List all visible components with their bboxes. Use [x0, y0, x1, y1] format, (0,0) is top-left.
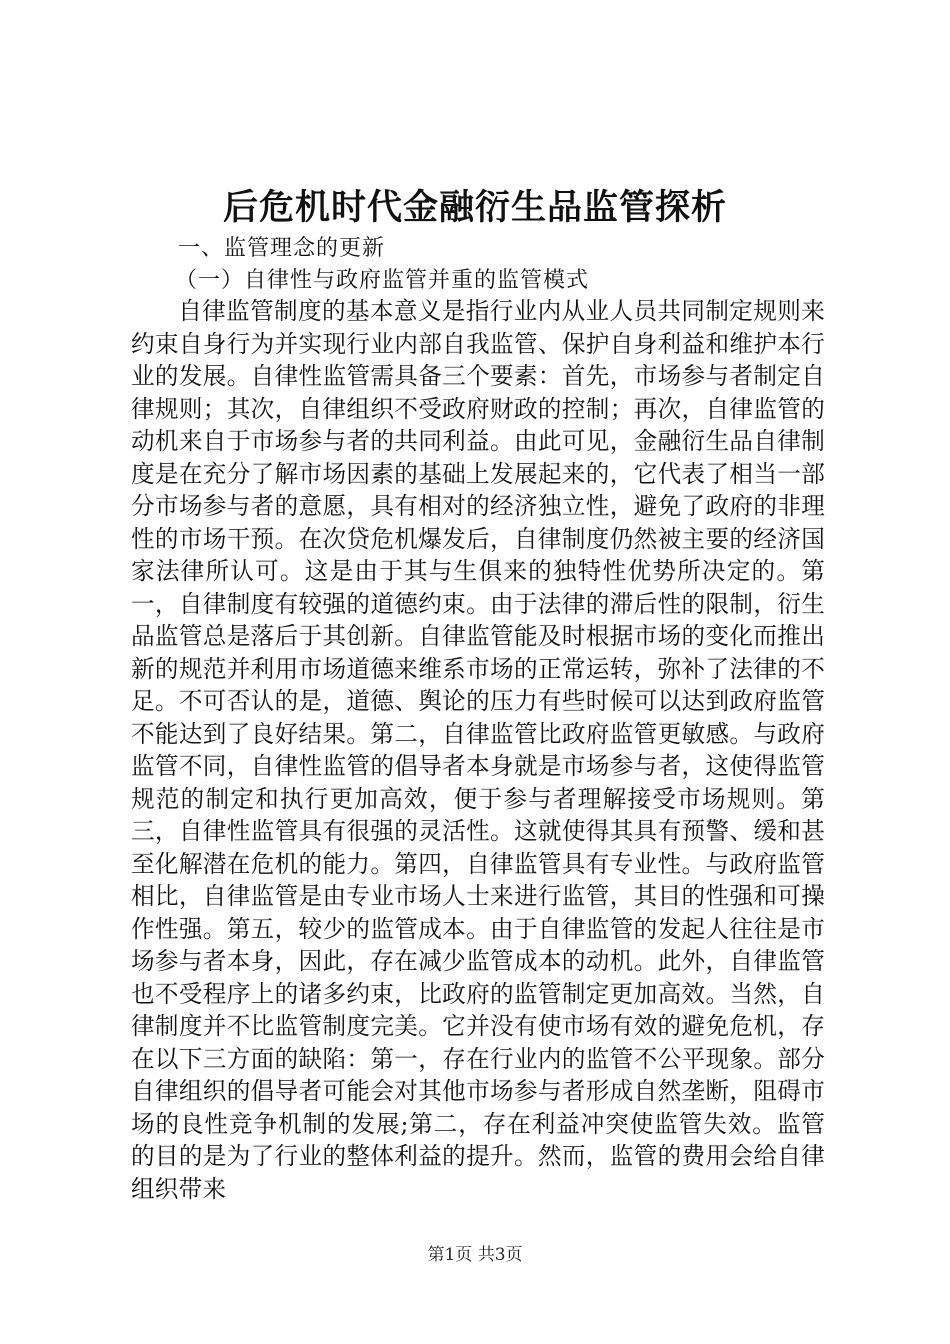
- section-heading: 一、监管理念的更新: [178, 236, 386, 261]
- body-paragraph: 自律监管制度的基本意义是指行业内从业人员共同制定规则来约束自身行为并实现行业内部自我监管、保护自身利益和维护本行业的发展。自律性监管需具备三个要素：首先，市场参与者制定自律规则；其次，自律组织不受政府财政的控制；再次，自律监管的动机来自于市场参与者的共同利益。由此可见，金融衍生品自律制度是在充分了解市场因素的基础上发展起来的，它代表了相当一部分市场参与者的意愿，具有相对的经济独立性，避免了政府的非理性的市场干预。在次贷危机爆发后，自律制度仍然被主要的经济国家法律所认可。这是由于其与生俱来的独特性优势所决定的。第一，自律制度有较强的道德约束。由于法律的滞后性的限制，衍生品监管总是落后于其创新。自律监管能及时根据市场的变化而推出新的规范并利用市场道德来维系市场的正常运转，弥补了法律的不足。不可否认的是，道德、舆论的压力有些时候可以达到政府监管不能达到了良好结果。第二，自律监管比政府监管更敏感。与政府监管不同，自律性监管的倡导者本身就是市场参与者，这使得监管规范的制定和执行更加高效，便于参与者理解接受市场规则。第三，自律性监管具有很强的灵活性。这就使得其具有预警、缓和甚至化解潜在危机的能力。第四，自律监管具有专业性。与政府监管相比，自律监管是由专业市场人士来进行监管，其目的性强和可操作性强。第五，较少的监管成本。由于自律监管的发起人往往是市场参与者本身，因此，存在减少监管成本的动机。此外，自律监管也不受程序上的诸多约束，比政府的监管制定更加高效。当然，自律制度并不比监管制度完美。它并没有使市场有效的避免危机，存在以下三方面的缺陷：第一，存在行业内的监管不公平现象。部分自律组织的倡导者可能会对其他市场参与者形成自然垄断，阻碍市场的良性竞争机制的发展;第二，存在利益冲突使监管失效。监管的目的是为了行业的整体利益的提升。然而，监管的费用会给自律组织带来: [131, 297, 825, 1203]
- subsection-heading: （一）自律性与政府监管并重的监管模式: [175, 268, 590, 293]
- document-title: 后危机时代金融衍生品监管探析: [222, 187, 727, 228]
- page-footer: 第1页 共3页: [427, 1245, 523, 1265]
